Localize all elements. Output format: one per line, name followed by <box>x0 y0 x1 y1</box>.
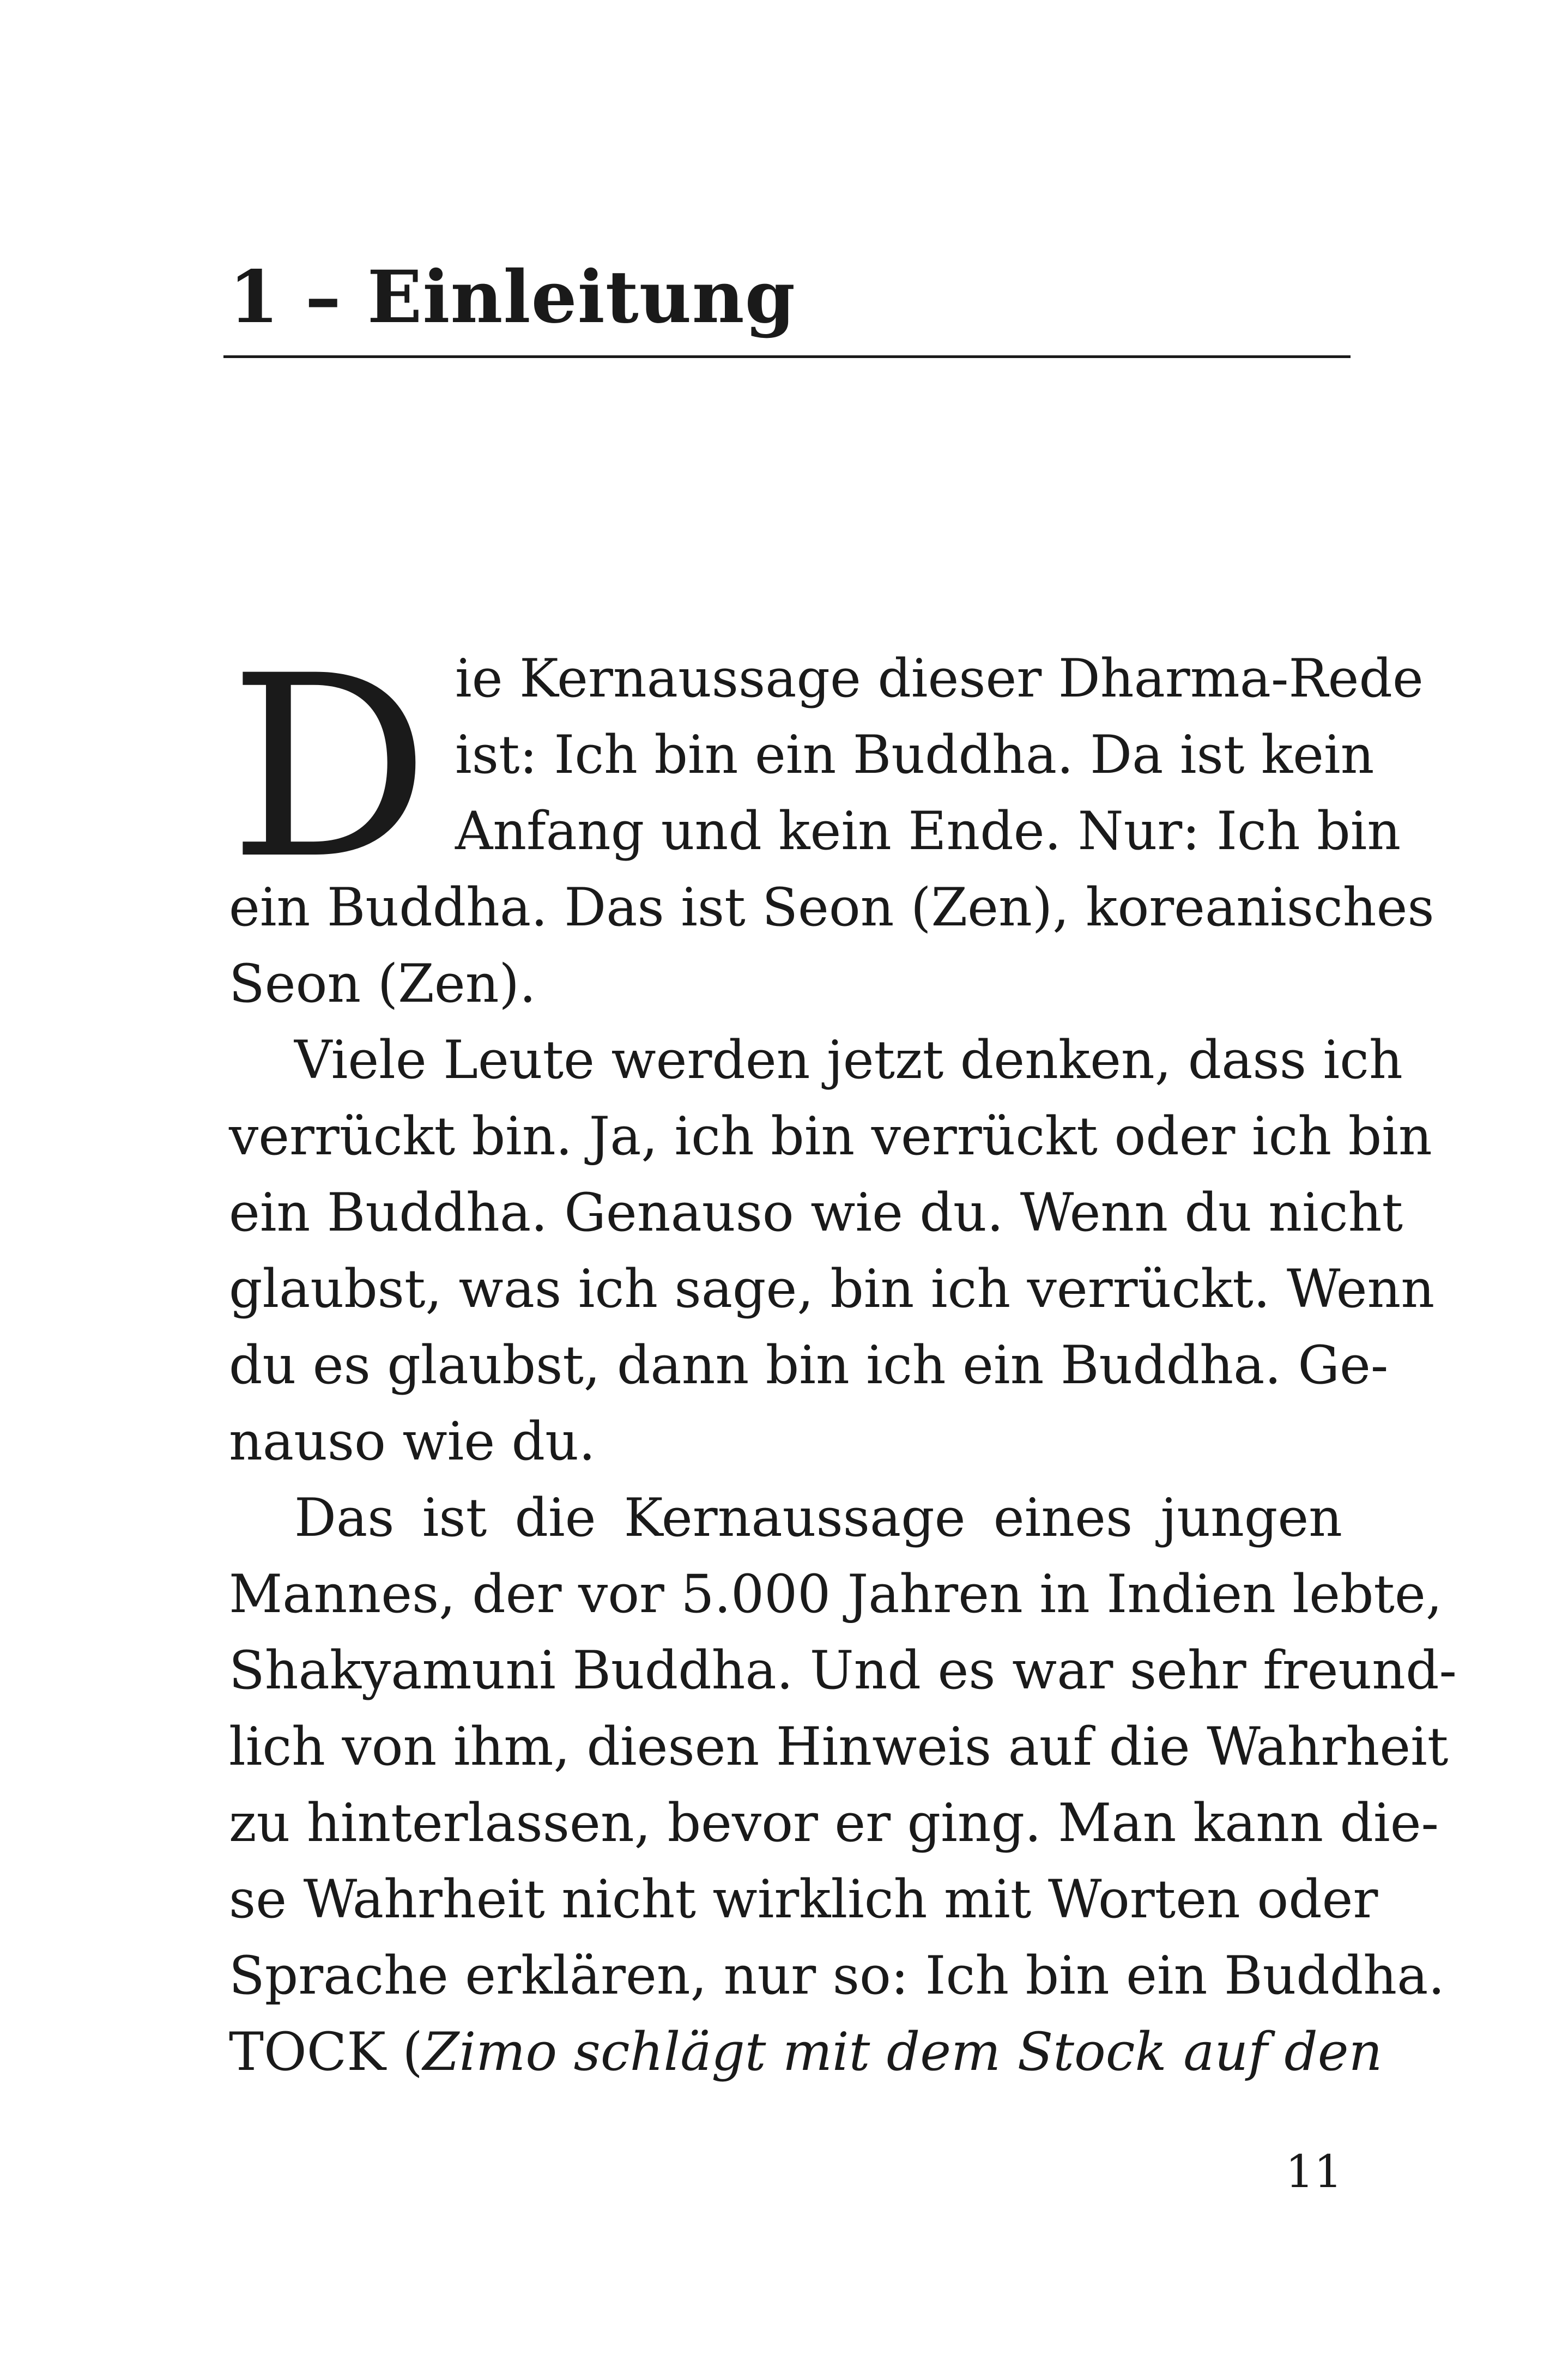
body-line-7: verrückt bin. Ja, ich bin verrückt oder ich bin <box>229 1106 1432 1167</box>
body-line-12: Das ist die Kernaussage eines jungen <box>294 1487 1342 1548</box>
body-line-3: Anfang und kein Ende. Nur: Ich bin <box>455 801 1401 862</box>
heading-rule <box>223 355 1351 358</box>
body-line-11: nauso wie du. <box>229 1411 596 1472</box>
drop-cap: D <box>229 622 430 914</box>
body-line-17: se Wahrheit nicht wirklich mit Worten oder <box>229 1869 1378 1930</box>
body-line-16: zu hinterlassen, bevor er ging. Man kann die- <box>229 1792 1439 1854</box>
chapter-title: 1 – Einleitung <box>229 255 796 340</box>
body-line-2: ist: Ich bin ein Buddha. Da ist kein <box>455 724 1375 785</box>
body-line-14: Shakyamuni Buddha. Und es war sehr freund- <box>229 1640 1457 1701</box>
body-line-6: Viele Leute werden jetzt denken, dass ich <box>294 1029 1403 1091</box>
body-line-13: Mannes, der vor 5.000 Jahren in Indien lebte, <box>229 1564 1443 1625</box>
body-line-4: ein Buddha. Das ist Seon (Zen), koreanisches <box>229 877 1434 938</box>
body-line-18: Sprache erklären, nur so: Ich bin ein Buddha. <box>229 1945 1445 2006</box>
body-line-8: ein Buddha. Genauso wie du. Wenn du nicht <box>229 1182 1403 1243</box>
body-line-1: ie Kernaussage dieser Dharma-Rede <box>455 648 1424 709</box>
last-line-normal: TOCK ( <box>229 2021 423 2082</box>
last-line-italic: Zimo schlägt mit dem Stock auf den <box>422 2021 1383 2082</box>
body-line-9: glaubst, was ich sage, bin ich verrückt. Wenn <box>229 1258 1435 1319</box>
page-number: 11 <box>1285 2146 1342 2198</box>
body-line-19 <box>229 2021 1383 2082</box>
body-line-10: du es glaubst, dann bin ich ein Buddha. Ge- <box>229 1335 1389 1396</box>
body-line-5: Seon (Zen). <box>229 953 536 1014</box>
body-line-15: lich von ihm, diesen Hinweis auf die Wahrheit <box>229 1716 1449 1777</box>
